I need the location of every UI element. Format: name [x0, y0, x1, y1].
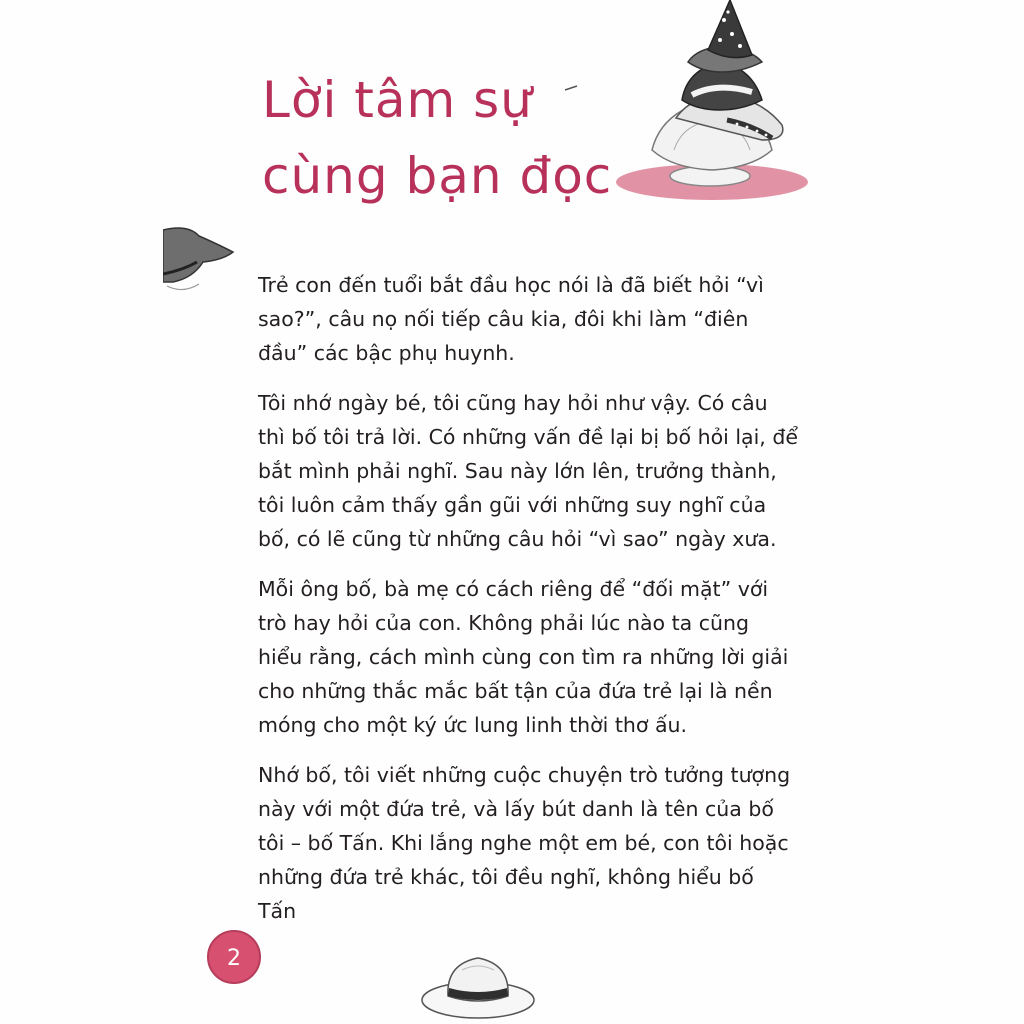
paragraph: Trẻ con đến tuổi bắt đầu học nói là đã biết hỏi “vì sao?”, câu nọ nối tiếp câu kia, đôi khi làm “điên đầu” các bậc phụ huynh. — [258, 273, 764, 365]
gray-hat-illustration — [163, 222, 235, 292]
white-hat-illustration — [420, 950, 536, 1022]
paragraph: Nhớ bố, tôi viết những cuộc chuyện trò tưởng tượng này với một đứa trẻ, và lấy bút danh là tên của bố tôi – bố Tấn. Khi lắng nghe một em bé, con tôi hoặc những đứa trẻ khác, tôi đều nghĩ, không hiểu bố Tấn — [258, 763, 791, 923]
page-title — [262, 62, 622, 214]
page-number-badge: 2 — [207, 930, 261, 984]
paragraph: Mỗi ông bố, bà mẹ có cách riêng để “đối mặt” với trò hay hỏi của con. Không phải lúc nào ta cũng hiểu rằng, cách mình cùng con tìm ra những lời giải cho những thắc mắc bất tận của đứa trẻ lại là nền móng cho một ký ức lung linh thời thơ ấu. — [258, 577, 789, 737]
title-line-1: Lời tâm sự — [262, 71, 533, 129]
title-line-2: cùng bạn đọc — [262, 147, 613, 205]
paragraph: Tôi nhớ ngày bé, tôi cũng hay hỏi như vậy. Có câu thì bố tôi trả lời. Có những vấn đề lại bị bố hỏi lại, để bắt mình phải nghĩ. Sau này lớn lên, trưởng thành, tôi luôn cảm thấy gần gũi với những suy nghĩ của bố, có lẽ cũng từ những câu hỏi “vì sao” ngày xưa. — [258, 391, 798, 551]
body-text — [258, 268, 798, 944]
stacked-hats-illustration — [612, 0, 812, 200]
